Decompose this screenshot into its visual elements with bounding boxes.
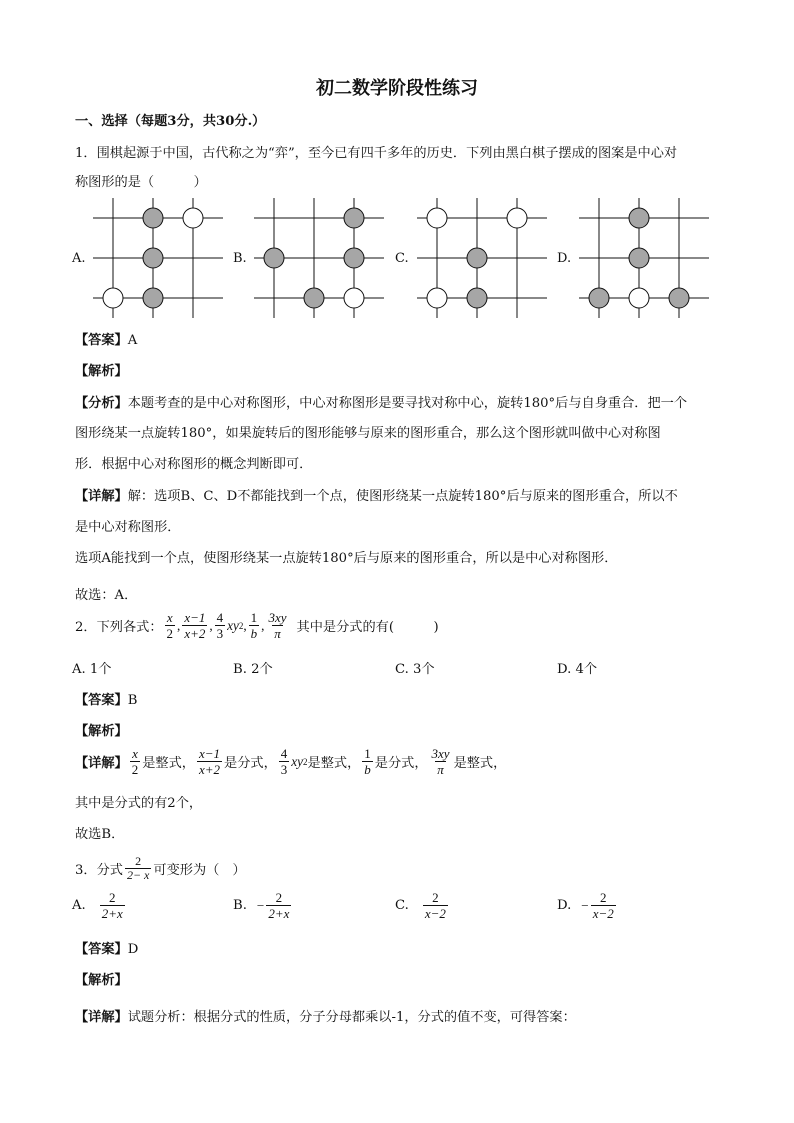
gray-stone	[143, 288, 163, 308]
q1-detail-line3: 选项A能找到一个点，使图形绕某一点旋转180°后与原来的图形重合，所以是中心对称图形．	[75, 551, 618, 566]
q2-option-b: B. 2个	[233, 662, 273, 677]
q2-choose: 故选B．	[75, 827, 125, 842]
white-stone	[629, 288, 649, 308]
white-stone	[183, 208, 203, 228]
q3-detail: 【详解】试题分析：根据分式的性质，分子分母都乘以-1，分式的值不变，可得答案：	[75, 1010, 576, 1025]
q2-frac-5: $\frac{3xy}{\pi}$	[268, 610, 287, 641]
q1-detail-line2: 是中心对称图形．	[75, 520, 181, 535]
q2-stem: 2．下列各式： $\frac{x}{2}$ , $\frac{x-1}{x+2}$ , $\frac{4}{3}$ xy 2 , $\frac{1}{b}$ , $\frac{3xy}{\pi}$ 其中是分式的有( )	[75, 610, 439, 641]
gray-stone	[143, 208, 163, 228]
q1-option-d-label: D.	[557, 251, 572, 266]
white-stone	[103, 288, 123, 308]
q2-option-c: C. 3个	[395, 662, 435, 677]
q2-detail: 【详解】 $\frac{x}{2}$ 是整式， $\frac{x-1}{x+2}$ 是分式， $\frac{4}{3}$ xy 2 是整式， $\frac{1}{b}$ 是分式， $\frac{3xy}{\pi}$ 是整式，	[75, 746, 507, 777]
q1-option-b-label: B.	[233, 251, 247, 266]
white-stone	[427, 208, 447, 228]
q1-detail-line1: 【详解】解：选项B、C、D不都能找到一个点，使图形绕某一点旋转180°后与原来的图形重合，所以不	[75, 489, 678, 504]
board-c	[417, 198, 547, 318]
board-d	[579, 198, 709, 318]
q3-option-b: B. − $\frac{2}{2+x}$	[233, 890, 290, 921]
q3-option-d: D. − $\frac{2}{x-2}$	[557, 890, 614, 921]
gray-stone	[629, 208, 649, 228]
gray-stone	[344, 208, 364, 228]
white-stone	[427, 288, 447, 308]
gray-stone	[467, 288, 487, 308]
q1-answer: 【答案】A	[75, 333, 138, 348]
gray-stone	[467, 248, 487, 268]
q1-option-c-label: C.	[395, 251, 409, 266]
q2-option-d: D. 4个	[557, 662, 598, 677]
board-b	[254, 198, 384, 318]
white-stone	[507, 208, 527, 228]
q1-stem-line2: 称图形的是（ ）	[75, 175, 207, 190]
gray-stone	[669, 288, 689, 308]
q3-analysis-tag: 【解析】	[75, 973, 128, 988]
q2-analysis-tag: 【解析】	[75, 724, 128, 739]
gray-stone	[344, 248, 364, 268]
gray-stone	[589, 288, 609, 308]
white-stone	[344, 288, 364, 308]
q2-frac-4: $\frac{1}{b}$	[250, 610, 258, 641]
section-heading: 一、选择（每题3分，共30分.）	[75, 114, 266, 129]
gray-stone	[304, 288, 324, 308]
q2-frac-1: $\frac{x}{2}$	[166, 610, 174, 641]
q1-choose: 故选：A．	[75, 588, 138, 603]
q2-answer: 【答案】B	[75, 693, 138, 708]
q3-option-a: A. $\frac{2}{2+x}$	[72, 890, 123, 921]
q1-fenxi-line3: 形．根据中心对称图形的概念判断即可．	[75, 457, 313, 472]
q2-frac-3: $\frac{4}{3}$	[216, 610, 224, 641]
q1-fenxi-line1: 【分析】本题考查的是中心对称图形，中心对称图形是要寻找对称中心，旋转180°后与自身重合．把一个	[75, 396, 688, 411]
q2-frac-2: $\frac{x-1}{x+2}$	[184, 610, 206, 641]
gray-stone	[629, 248, 649, 268]
gray-stone	[264, 248, 284, 268]
q2-option-a: A. 1个	[72, 662, 112, 677]
gray-stone	[143, 248, 163, 268]
q2-detail-line2: 其中是分式的有2个，	[75, 796, 203, 811]
page-title: 初二数学阶段性练习	[316, 78, 478, 99]
q3-answer: 【答案】D	[75, 942, 139, 957]
q1-analysis-tag: 【解析】	[75, 364, 128, 379]
q3-option-c: C. $\frac{2}{x-2}$	[395, 890, 446, 921]
q1-option-a-label: A.	[72, 251, 86, 266]
board-a	[93, 198, 223, 318]
q3-stem: 3．分式 $\frac{2}{2- x}$ 可变形为（ ）	[75, 854, 246, 882]
q1-stem-line1: 1．围棋起源于中国，古代称之为“弈”，至今已有四千多年的历史．下列由黑白棋子摆成的图案是中心对	[75, 146, 678, 161]
q1-fenxi-line2: 图形绕某一点旋转180°，如果旋转后的图形能够与原来的图形重合，那么这个图形就叫做中心对称图	[75, 426, 661, 441]
